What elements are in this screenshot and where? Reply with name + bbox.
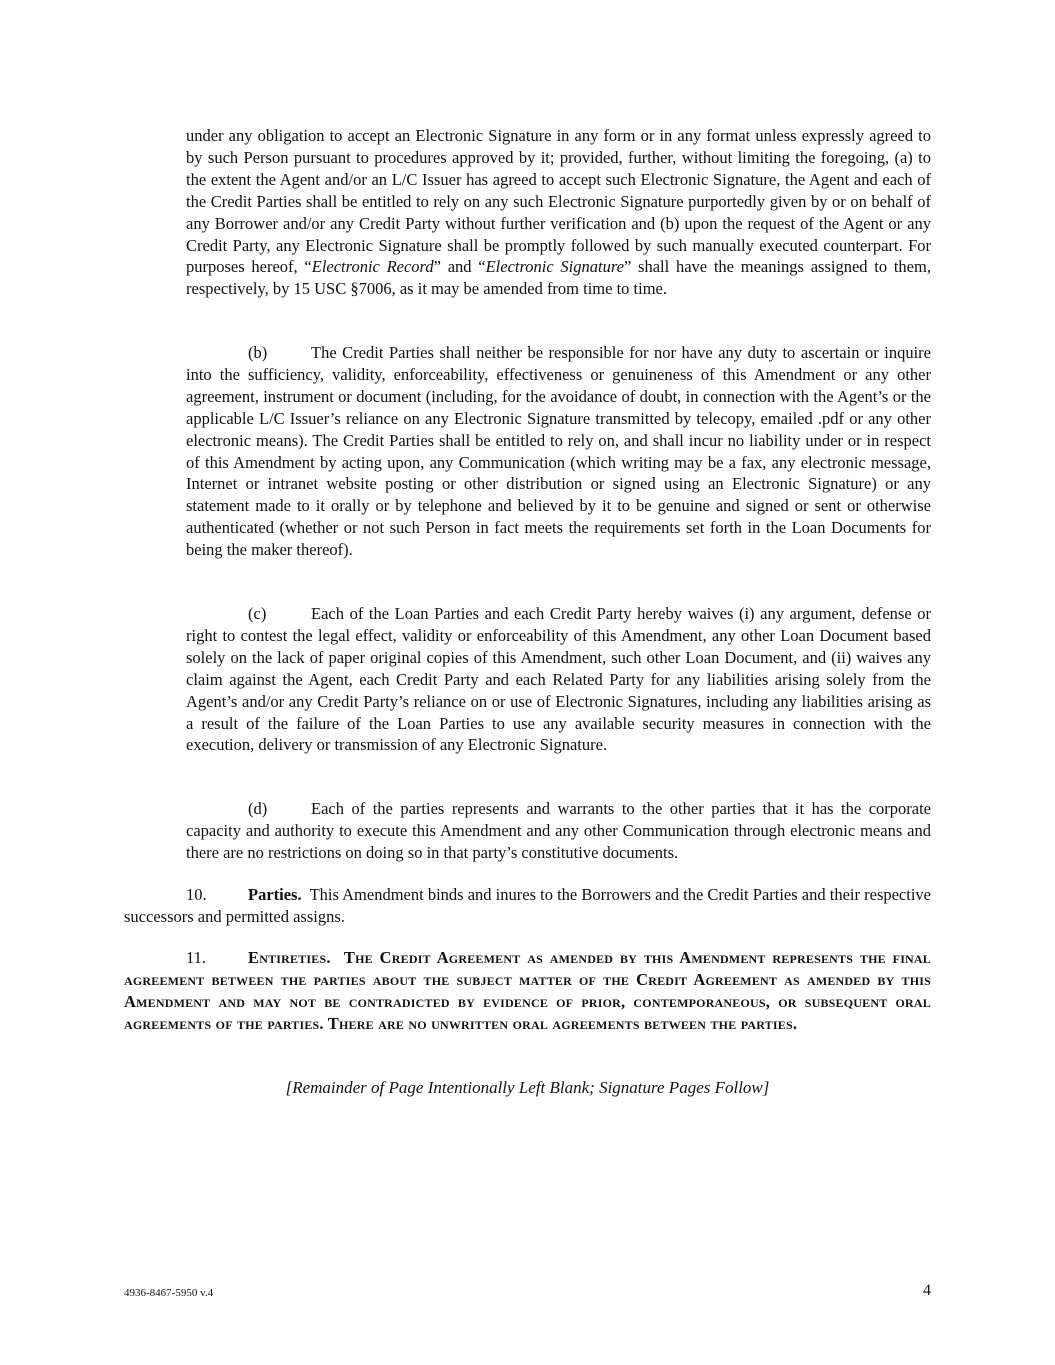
remainder-blank-note: [Remainder of Page Intentionally Left Blank; Signature Pages Follow] xyxy=(285,1078,770,1097)
term-electronic-signature: Electronic Signature xyxy=(485,257,624,277)
section-heading: Entireties. xyxy=(248,948,331,967)
footer-document-id: 4936-8467-5950 v.4 xyxy=(124,1287,214,1299)
section-number: 10. xyxy=(186,885,207,904)
section-heading: Parties. xyxy=(248,885,302,904)
section-11-entireties xyxy=(124,947,931,1035)
continuation-text-after: ” shall have the meanings assigned to them, respectively, by 15 USC §7006, as it may be amended from time to time. xyxy=(186,257,931,299)
section-text: The Credit Agreement as amended by this Amendment represents the final agreement between the parties about the subject matter of the Credit Agreement as amended by this Amendment and may not be contradicted by evidence of prior, contemporaneous, or subsequent oral agreements of the parties. There are no unwritten oral agreements between the parties. xyxy=(124,948,931,1033)
subsection-text: Each of the Loan Parties and each Credit Party hereby waives (i) any argument, defense or right to contest the legal effect, validity or enforceability of this Amendment, any other Loan Document based solely on the lack of paper original copies of this Amendment, such other Loan Document, and (ii) waives any claim against the Agent, each Credit Party and each Related Party for any liabilities arising solely from the Agent’s and/or any Credit Party’s reliance on or use of Electronic Signatures, including any liabilities arising as a result of the failure of the Loan Parties to use any available security measures in connection with the execution, delivery or transmission of any Electronic Signature. xyxy=(186,604,931,755)
subsection-d xyxy=(186,798,931,864)
subsection-label: (c) xyxy=(248,604,267,623)
continuation-text-before: under any obligation to accept an Electronic Signature in any form or in any format unless expressly agreed to by such Person pursuant to procedures approved by it; provided, further, without limiting the foregoing, (a) to the extent the Agent and/or an L/C Issuer has agreed to accept such Electronic Signature, the Agent and each of the Credit Parties shall be entitled to rely on any such Electronic Signature purportedly given by or on behalf of any Borrower and/or any Credit Party without further verification and (b) upon the request of the Agent or any Credit Party, any Electronic Signature shall be promptly followed by such manually executed counterpart. For purposes hereof, “ xyxy=(186,126,931,277)
continuation-paragraph xyxy=(186,125,931,300)
continuation-text-mid: ” and “ xyxy=(433,257,486,277)
subsection-c xyxy=(186,603,931,756)
term-electronic-record: Electronic Record xyxy=(311,257,434,277)
subsection-label: (d) xyxy=(248,799,268,818)
subsection-label: (b) xyxy=(248,343,268,362)
subsection-text: The Credit Parties shall neither be responsible for nor have any duty to ascertain or inquire into the sufficiency, validity, enforceability, effectiveness or genuineness of this Amendment or any other agreement, instrument or document (including, for the avoidance of doubt, in connection with the Agent’s or the applicable L/C Issuer’s reliance on any Electronic Signature transmitted by telecopy, emailed .pdf or any other electronic means). The Credit Parties shall be entitled to rely on, and shall incur no liability under or in respect of this Amendment by acting upon, any Communication (which writing may be a fax, any electronic message, Internet or intranet website posting or other distribution or signed using an Electronic Signature) or any statement made to it orally or by telephone and believed by it to be genuine and signed or sent or otherwise authenticated (whether or not such Person in fact meets the requirements set forth in the Loan Documents for being the maker thereof). xyxy=(186,343,931,560)
section-10-parties xyxy=(124,884,931,928)
section-number: 11. xyxy=(186,948,207,967)
subsection-text: Each of the parties represents and warrants to the other parties that it has the corporate capacity and authority to execute this Amendment and any other Communication through electronic means and there are no restrictions on doing so in that party’s constitutive documents. xyxy=(186,799,931,862)
subsection-b xyxy=(186,342,931,561)
footer-page-number: 4 xyxy=(923,1282,931,1299)
section-text: This Amendment binds and inures to the Borrowers and the Credit Parties and their respective successors and permitted assigns. xyxy=(124,885,931,926)
